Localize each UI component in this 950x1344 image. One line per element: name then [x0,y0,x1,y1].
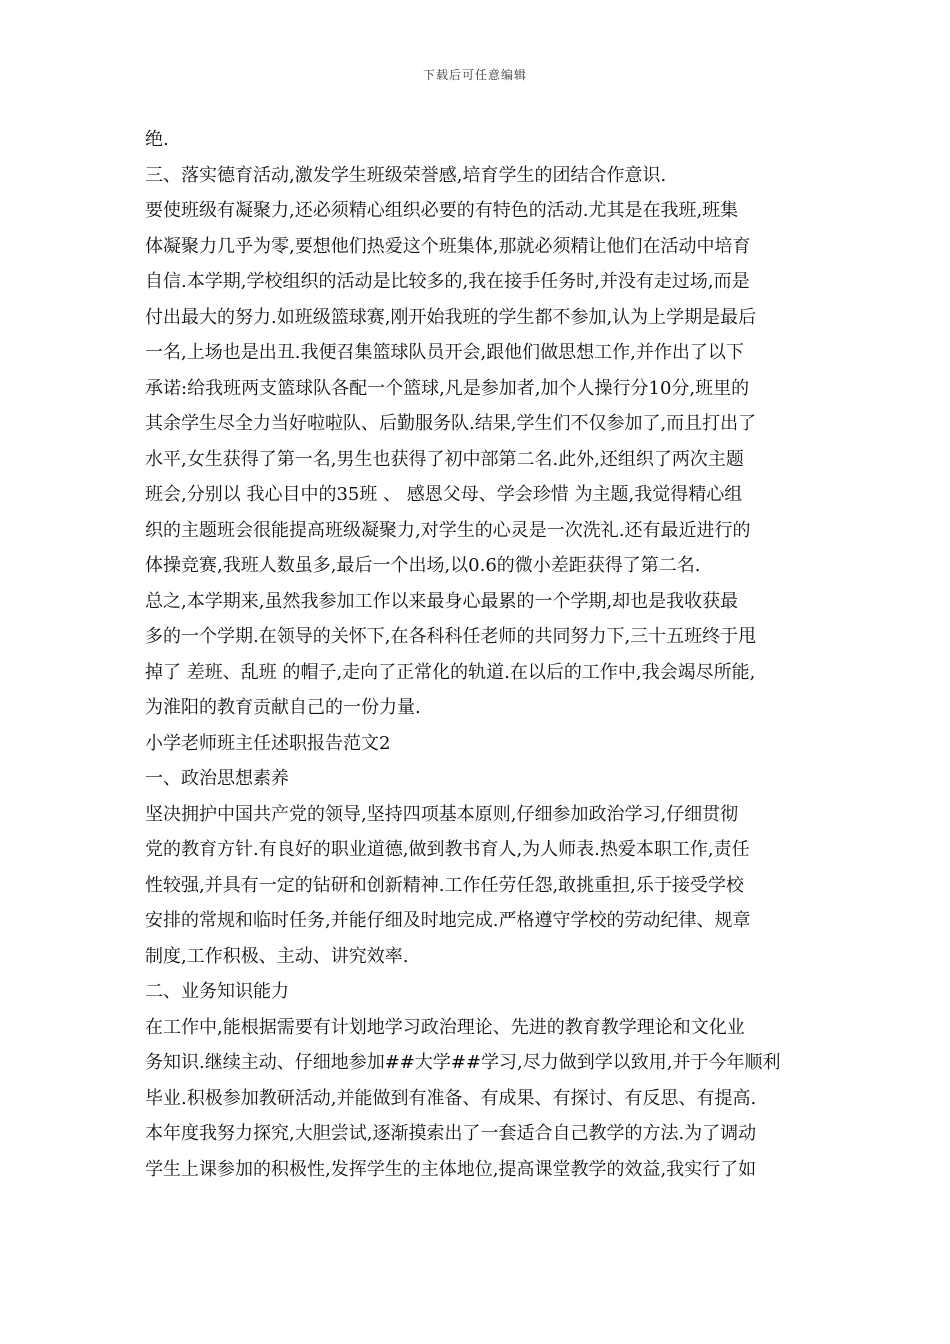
text-line: 务知识.继续主动、仔细地参加##大学##学习,尽力做到学以致用,并于今年顺利 [145,1052,781,1073]
text-line: 安排的常规和临时任务,并能仔细及时地完成.严格遵守学校的劳动纪律、规章 [145,910,751,931]
text-line: 要使班级有凝聚力,还必须精心组织必要的有特色的活动.尤其是在我班,班集 [145,200,739,221]
text-line: 付出最大的努力.如班级篮球赛,刚开始我班的学生都不参加,认为上学期是最后 [145,306,757,328]
text-line: 本年度我努力探究,大胆尝试,逐渐摸索出了一套适合自己教学的方法.为了调动 [145,1123,757,1144]
text-line: 坚决拥护中国共产党的领导,坚持四项基本原则,仔细参加政治学习,仔细贯彻 [145,803,739,825]
text-line: 总之,本学期来,虽然我参加工作以来最身心最累的一个学期,却也是我收获最 [145,590,739,612]
text-line: 体凝聚力几乎为零,要想他们热爱这个班集体,那就必须精让他们在活动中培育 [145,235,751,257]
text-line: 掉了 差班、乱班 的帽子,走向了正常化的轨道.在以后的工作中,我会竭尽所能, [145,661,756,683]
text-line: 党的教育方针.有良好的职业道德,做到教书育人,为人师表.热爱本职工作,责任 [145,839,750,860]
text-line: 一名,上场也是出丑.我便召集篮球队员开会,跟他们做思想工作,并作出了以下 [145,342,744,363]
text-line: 织的主题班会很能提高班级凝聚力,对学生的心灵是一次洗礼.还有最近进行的 [145,519,751,541]
text-line: 在工作中,能根据需要有计划地学习政治理论、先进的教育教学理论和文化业 [145,1016,745,1038]
text-line: 为淮阳的教育贡献自己的一份力量. [145,697,421,718]
text-line: 毕业.积极参加教研活动,并能做到有准备、有成果、有探讨、有反思、有提高. [145,1087,757,1109]
document-body [145,122,815,1187]
document-title: 小学老师班主任述职报告范文2 [145,732,391,754]
text-line: 制度,工作积极、主动、讲究效率. [145,945,409,967]
text-line: 多的一个学期.在领导的关怀下,在各科科任老师的共同努力下,三十五班终于甩 [145,626,757,647]
text-line: 其余学生尽全力当好啦啦队、后勤服务队.结果,学生们不仅参加了,而且打出了 [145,413,757,434]
text-line: 学生上课参加的积极性,发挥学生的主体地位,提高课堂教学的效益,我实行了如 [145,1158,757,1180]
text-line: 体操竞赛,我班人数虽多,最后一个出场,以0.6的微小差距获得了第二名. [145,555,701,576]
text-line: 承诺:给我班两支篮球队各配一个篮球,凡是参加者,加个人操行分10分,班里的 [145,377,750,399]
section-heading: 三、落实德育活动,激发学生班级荣誉感,培育学生的团结合作意识. [145,164,667,186]
section-heading: 二、业务知识能力 [145,981,289,1002]
text-line: 性较强,并具有一定的钻研和创新精神.工作任劳任怨,敢挑重担,乐于接受学校 [145,874,744,896]
text-line: 班会,分别以 我心目中的35班 、 感恩父母、学会珍惜 为主题,我觉得精心组 [145,484,743,505]
text-line: 水平,女生获得了第一名,男生也获得了初中部第二名.此外,还组织了两次主题 [145,448,744,470]
section-heading: 一、政治思想素养 [145,768,289,789]
text-line: 自信.本学期,学校组织的活动是比较多的,我在接手任务时,并没有走过场,而是 [145,271,750,292]
page-header-note: 下载后可任意编辑 [422,68,527,82]
text-line: 绝. [145,129,169,150]
